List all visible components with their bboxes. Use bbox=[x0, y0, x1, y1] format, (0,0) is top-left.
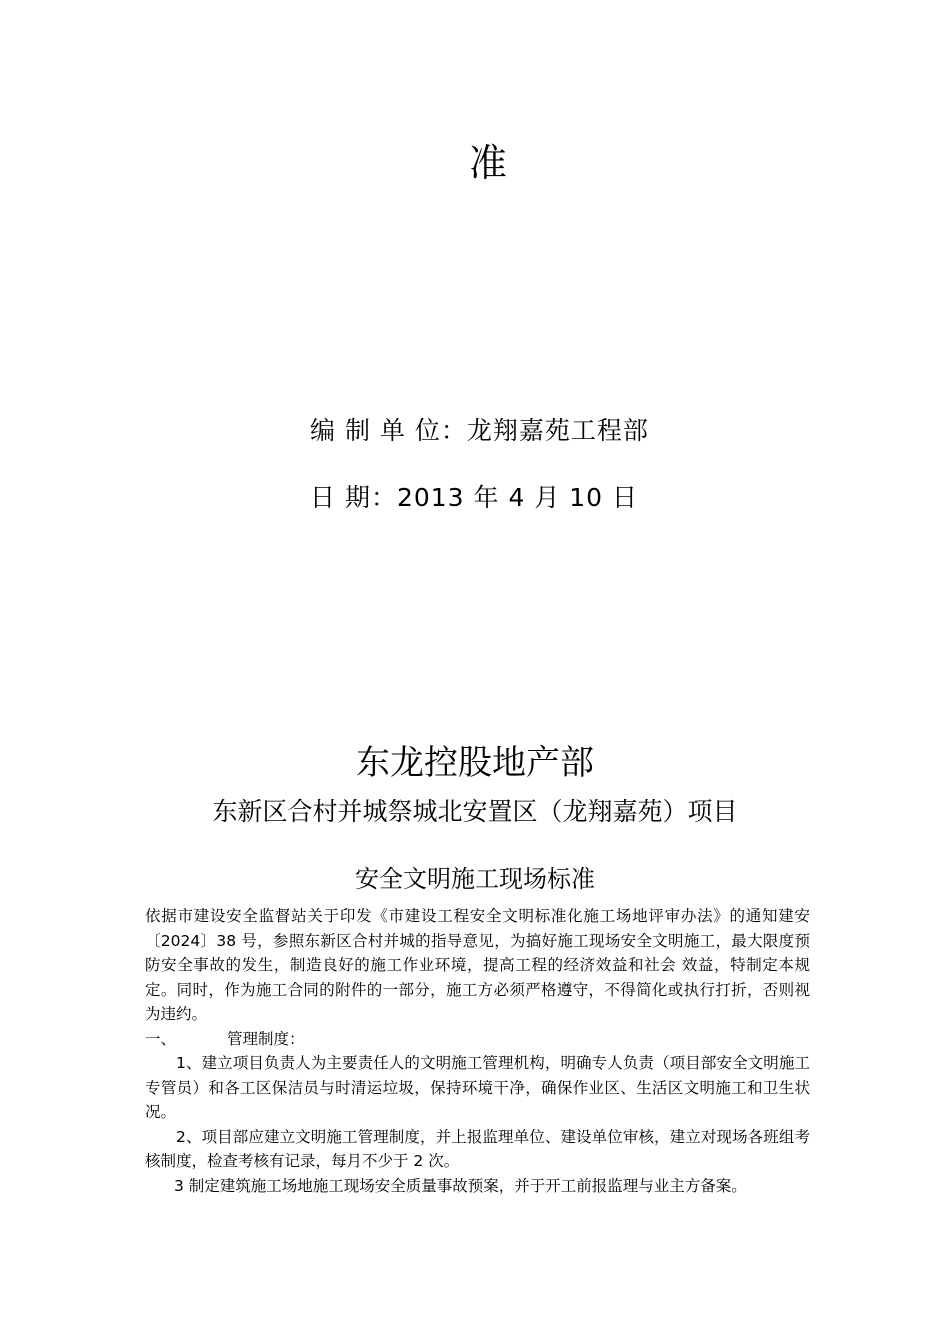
compiler-unit: 编 制 单 位：龙翔嘉苑工程部 bbox=[310, 416, 649, 445]
intro-paragraph: 依据市建设安全监督站关于印发《市建设工程安全文明标准化施工场地评审办法》的通知建安〔2024〕38 号，参照东新区合村并城的指导意见，为搞好施工现场安全文明施工，最大限度预防安全事故的发生，制造良好的施工作业环境，提高工程的经济效益和社会 效益，特制定本规定。同时，作为施工合同的附件的一部分，施工方必须严格遵守，不得简化或执行打折，否则视为违约。 bbox=[145, 907, 810, 1023]
project-title: 东新区合村并城祭城北安置区（龙翔嘉苑）项目 bbox=[212, 797, 738, 826]
document-body bbox=[145, 904, 810, 1198]
compile-date: 日 期：2013 年 4 月 10 日 bbox=[310, 483, 639, 512]
cover-title-fragment: 准 bbox=[468, 141, 507, 185]
list-item: 3 制定建筑施工场地施工现场安全质量事故预案，并于开工前报监理与业主方备案。 bbox=[174, 1176, 747, 1195]
list-item: 2、项目部应建立文明施工管理制度，并上报监理单位、建设单位审核，建立对现场各班组考核制度，检查考核有记录，每月不少于 2 次。 bbox=[145, 1127, 810, 1170]
document-title: 安全文明施工现场标准 bbox=[355, 865, 595, 893]
section-heading bbox=[145, 1027, 810, 1052]
organization-title: 东龙控股地产部 bbox=[356, 743, 594, 783]
section-number: 一、 bbox=[145, 1029, 177, 1048]
list-item: 1、建立项目负责人为主要责任人的文明施工管理机构，明确专人负责（项目部安全文明施工专管员）和各工区保洁员与时清运垃圾，保持环境干净，确保作业区、生活区文明施工和卫生状况。 bbox=[145, 1054, 810, 1121]
section-heading-text: 管理制度： bbox=[227, 1029, 305, 1048]
